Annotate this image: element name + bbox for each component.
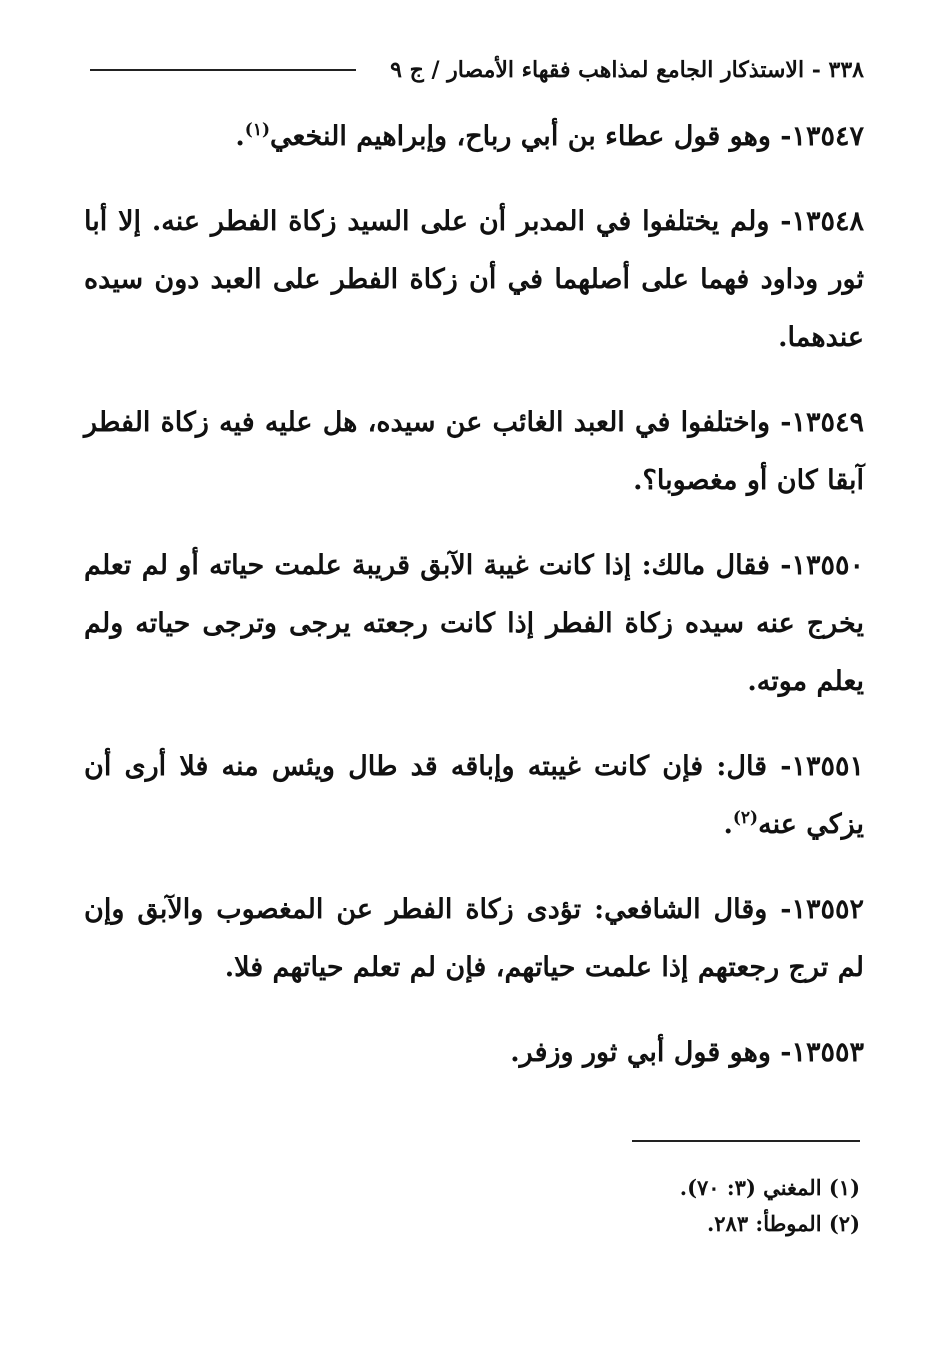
footnote-mark: (١) (828, 1175, 860, 1200)
paragraph-text: وهو قول عطاء بن أبي رباح، وإبراهيم النخعي (270, 121, 771, 152)
paragraph-tail: . (235, 121, 245, 152)
paragraph-text: وقال الشافعي: تؤدى زكاة الفطر عن المغصوب والآبق وإن لم ترج رجعتهم إذا علمت حياتهم، فإن لم تعلم حياتهم فلا. (84, 894, 864, 983)
footnote-rule (632, 1140, 860, 1142)
footnote-text: المغني (٣: ٧٠). (679, 1175, 822, 1200)
paragraph-number: ١٣٥٤٧ (791, 121, 864, 152)
header-rule (90, 69, 356, 71)
footnote-ref: (٢) (732, 808, 759, 828)
paragraph-text: فقال مالك: إذا كانت غيبة الآبق قريبة علمت حياته أو لم تعلم يخرج عنه سيده زكاة الفطر إذا كانت رجعته يرجى وترجى حياته ولم يعلم موته. (84, 550, 864, 697)
paragraph: ١٣٥٥١- قال: فإن كانت غيبته وإباقه قد طال ويئس منه فلا أرى أن يزكي عنه$^{(٢)}$. (84, 751, 864, 840)
paragraph: ١٣٥٥٠- فقال مالك: إذا كانت غيبة الآبق قريبة علمت حياته أو لم تعلم يخرج عنه سيده زكاة الفطر إذا كانت رجعته يرجى وترجى حياته ولم يعلم موته. (84, 550, 864, 697)
page-number: ٣٣٨ (828, 57, 864, 83)
paragraph-text: قال: فإن كانت غيبته وإباقه قد طال ويئس منه فلا أرى أن يزكي عنه (84, 751, 864, 840)
footnote (260, 1206, 860, 1242)
footnote-ref: (١) (244, 120, 271, 140)
paragraph-text: ولم يختلفوا في المدبر أن على السيد زكاة الفطر عنه. إلا أبا ثور وداود فهما على أصلهما في أن زكاة الفطر على العبد دون سيده عندهما. (84, 206, 864, 353)
paragraph: ١٣٥٥٢- وقال الشافعي: تؤدى زكاة الفطر عن المغصوب والآبق وإن لم ترج رجعتهم إذا علمت حياتهم، فإن لم تعلم حياتهم فلا. (84, 894, 864, 983)
header-separator: - (804, 57, 821, 83)
main-text (84, 108, 864, 1109)
paragraph: ١٣٥٥٣- وهو قول أبي ثور وزفر. (510, 1037, 864, 1068)
running-header (334, 50, 864, 90)
paragraph-number: ١٣٥٥٠ (791, 550, 864, 581)
paragraph: ١٣٥٤٨- ولم يختلفوا في المدبر أن على السيد زكاة الفطر عنه. إلا أبا ثور وداود فهما على أصلهما في أن زكاة الفطر على العبد دون سيده عندهما. (84, 206, 865, 353)
footnote (260, 1170, 860, 1206)
paragraph: ١٣٥٤٧- وهو قول عطاء بن أبي رباح، وإبراهيم النخعي$^{(١)}$. (235, 120, 864, 152)
paragraph-tail: . (723, 809, 733, 840)
paragraph-text: واختلفوا في العبد الغائب عن سيده، هل عليه فيه زكاة الفطر آبقا كان أو مغصوبا؟. (84, 407, 864, 496)
paragraph: ١٣٥٤٩- واختلفوا في العبد الغائب عن سيده، هل عليه فيه زكاة الفطر آبقا كان أو مغصوبا؟. (84, 407, 865, 496)
paragraph-number: ١٣٥٥٢ (791, 894, 864, 925)
footnote-mark: (٢) (828, 1211, 860, 1236)
paragraph-text: وهو قول أبي ثور وزفر. (510, 1037, 771, 1068)
footnotes (260, 1170, 860, 1242)
book-title: الاستذكار الجامع لمذاهب فقهاء الأمصار / ج ٩ (390, 57, 805, 83)
paragraph-number: ١٣٥٥١ (791, 751, 864, 782)
paragraph-number: ١٣٥٤٨ (791, 206, 865, 237)
paragraph-number: ١٣٥٥٣ (791, 1037, 864, 1068)
footnote-text: الموطأ: ٢٨٣. (706, 1211, 822, 1236)
paragraph-number: ١٣٥٤٩ (791, 407, 865, 438)
